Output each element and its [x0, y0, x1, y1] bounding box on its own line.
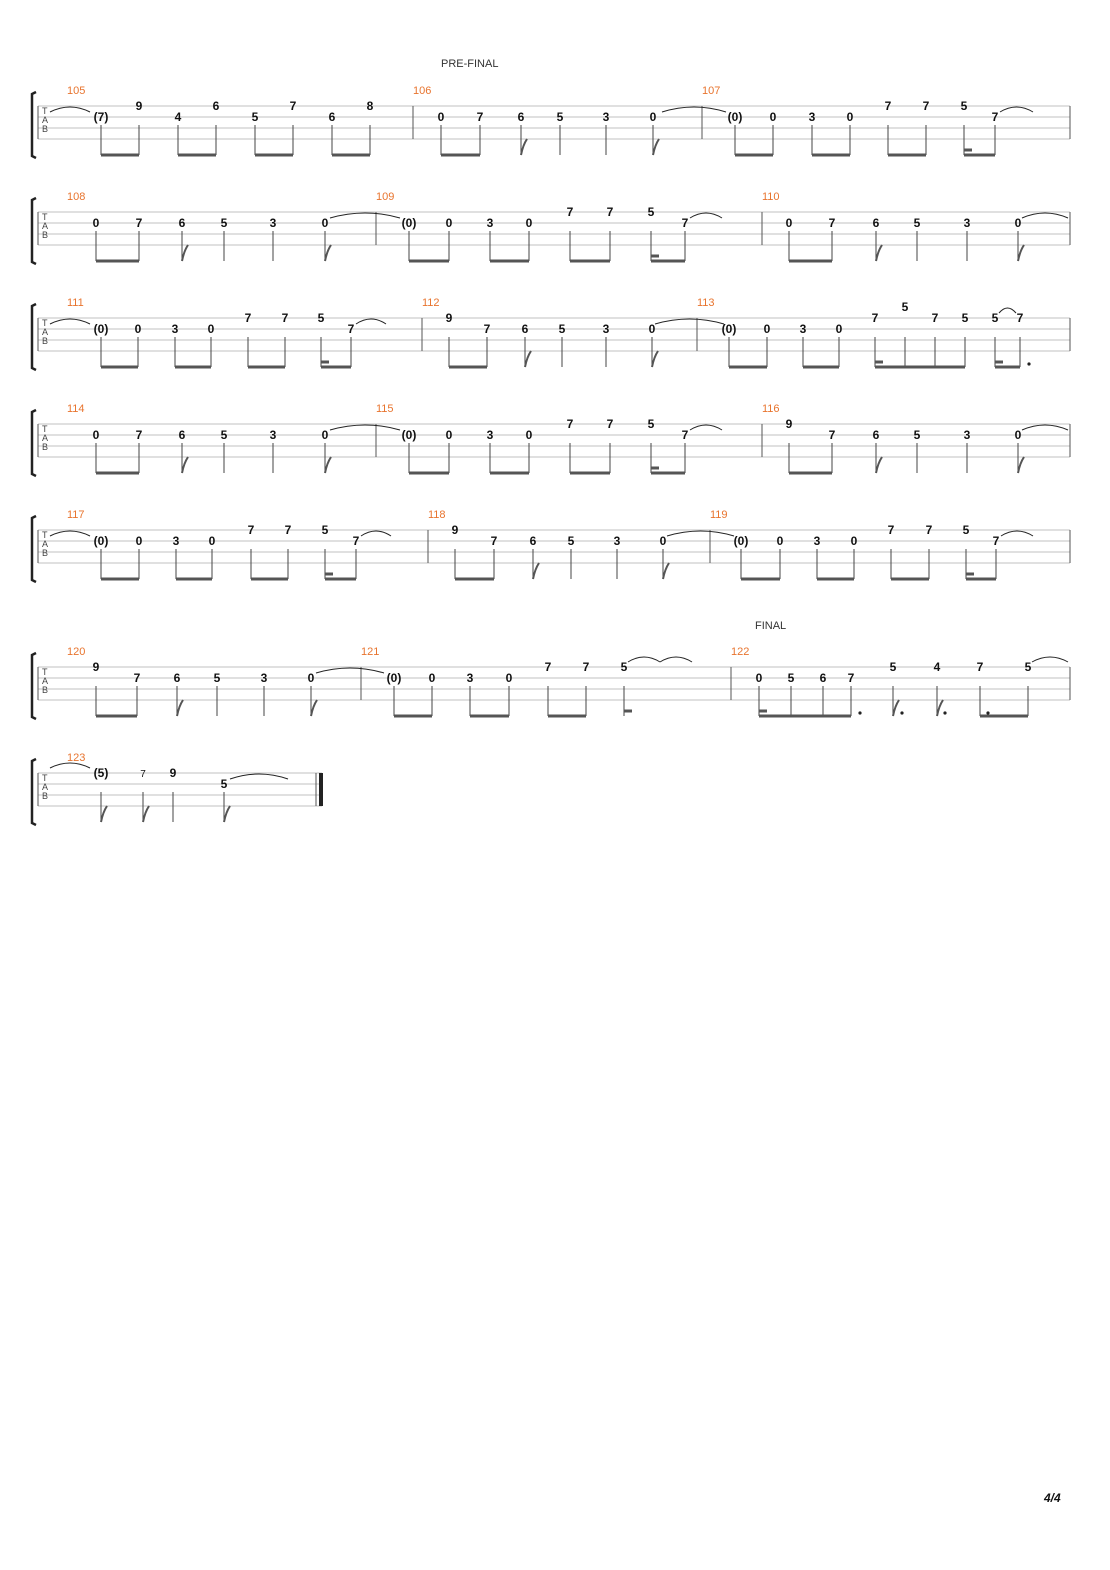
tie-arc — [356, 319, 386, 324]
fret-number: 0 — [505, 671, 513, 685]
fret-number: 3 — [602, 322, 610, 336]
fret-number: 5 — [620, 660, 628, 674]
fret-number: 5 — [251, 110, 259, 124]
fret-number: 9 — [92, 660, 100, 674]
tie-arc — [1022, 213, 1068, 218]
tie-arc — [50, 107, 90, 112]
fret-number: 0 — [321, 428, 329, 442]
fret-number: 0 — [850, 534, 858, 548]
fret-number: 3 — [172, 534, 180, 548]
rhythm-dot — [858, 711, 861, 714]
tab-clef-letter: A — [42, 676, 49, 686]
fret-number: 3 — [171, 322, 179, 336]
note-flag — [1018, 457, 1024, 473]
fret-number: 7 — [884, 99, 892, 113]
fret-number: 3 — [486, 428, 494, 442]
fret-number: 7 — [992, 534, 1000, 548]
fret-number: 7 — [887, 523, 895, 537]
tie-arc — [316, 668, 384, 673]
fret-number: 5 — [962, 523, 970, 537]
tab-clef-letter: B — [42, 548, 49, 558]
measure-number: 111 — [67, 297, 84, 309]
tie-arc — [667, 531, 734, 536]
fret-number: 6 — [819, 671, 827, 685]
fret-number: 0 — [307, 671, 315, 685]
fret-number: (0) — [401, 428, 417, 442]
fret-number: 7 — [135, 428, 143, 442]
tab-clef-letter: T — [42, 424, 48, 434]
fret-number: 5 — [960, 99, 968, 113]
page-number: 4/4 — [1044, 1491, 1061, 1505]
fret-number: 7 — [352, 534, 360, 548]
fret-number: 7 — [922, 99, 930, 113]
tab-clef-letter: T — [42, 530, 48, 540]
tab-clef-letter: T — [42, 773, 48, 783]
measure-number: 118 — [428, 509, 446, 521]
fret-number: 3 — [269, 428, 277, 442]
fret-number: 7 — [606, 205, 614, 219]
note-flag — [143, 806, 149, 822]
fret-number: 0 — [835, 322, 843, 336]
fret-number: 0 — [776, 534, 784, 548]
measure-number: 117 — [67, 509, 85, 521]
fret-number: 7 — [289, 99, 297, 113]
system-bracket — [32, 516, 36, 582]
fret-number: 7 — [847, 671, 855, 685]
fret-number: 7 — [544, 660, 552, 674]
fret-number: 6 — [872, 428, 880, 442]
fret-number: 4 — [174, 110, 182, 124]
fret-number: 5 — [220, 428, 228, 442]
tab-clef-letter: T — [42, 106, 48, 116]
fret-number: 7 — [244, 311, 252, 325]
tab-clef-letter: T — [42, 212, 48, 222]
fret-number: 3 — [813, 534, 821, 548]
fret-number: 0 — [135, 534, 143, 548]
note-flag — [876, 245, 882, 261]
fret-number: 0 — [659, 534, 667, 548]
fret-number: 9 — [135, 99, 143, 113]
tie-arc — [660, 657, 692, 662]
tie-arc — [50, 319, 90, 324]
note-flag — [533, 563, 539, 579]
fret-number: 7 — [681, 216, 689, 230]
tie-arc — [1022, 425, 1068, 430]
fret-number: 7 — [490, 534, 498, 548]
measure-number: 119 — [710, 509, 728, 521]
fret-number: 3 — [799, 322, 807, 336]
note-flag — [652, 351, 658, 367]
fret-number: 3 — [269, 216, 277, 230]
tab-clef-letter: B — [42, 442, 49, 452]
tie-arc — [690, 213, 722, 218]
note-flag — [663, 563, 669, 579]
fret-number: 0 — [208, 534, 216, 548]
fret-number: 0 — [525, 216, 533, 230]
measure-number: 120 — [67, 646, 86, 658]
fret-number: 0 — [428, 671, 436, 685]
fret-number: 5 — [213, 671, 221, 685]
fret-number: 5 — [220, 216, 228, 230]
fret-number: 5 — [647, 205, 655, 219]
tie-arc — [330, 425, 400, 430]
fret-number: 3 — [602, 110, 610, 124]
tab-clef-letter: A — [42, 327, 49, 337]
system-bracket — [32, 410, 36, 476]
system-bracket — [32, 198, 36, 264]
fret-number: 0 — [1014, 428, 1022, 442]
fret-number: 0 — [846, 110, 854, 124]
fret-number: 0 — [321, 216, 329, 230]
note-flag — [224, 806, 230, 822]
system-bracket — [32, 759, 36, 825]
note-flag — [521, 139, 527, 155]
fret-number: (0) — [93, 534, 109, 548]
fret-number: 6 — [328, 110, 336, 124]
fret-number: 0 — [445, 216, 453, 230]
note-flag — [182, 245, 188, 261]
fret-number: 7 — [483, 322, 491, 336]
fret-number: 7 — [135, 216, 143, 230]
fret-number: 3 — [613, 534, 621, 548]
fret-number: 0 — [769, 110, 777, 124]
note-flag — [876, 457, 882, 473]
note-flag — [653, 139, 659, 155]
fret-number: (0) — [93, 322, 109, 336]
tab-clef-letter: T — [42, 318, 48, 328]
fret-number: 5 — [913, 216, 921, 230]
fret-number: 5 — [647, 417, 655, 431]
note-flag — [101, 806, 107, 822]
fret-number: (5) — [93, 766, 109, 780]
rhythm-dot — [1027, 362, 1030, 365]
fret-number: (0) — [721, 322, 737, 336]
tie-arc — [1000, 107, 1033, 112]
rhythm-dot — [943, 711, 946, 714]
fret-number: 7 — [828, 216, 836, 230]
fret-number: 7 — [606, 417, 614, 431]
fret-number: 3 — [963, 428, 971, 442]
fret-number: 3 — [808, 110, 816, 124]
fret-number: 5 — [558, 322, 566, 336]
fret-number: 0 — [785, 216, 793, 230]
fret-number: 3 — [260, 671, 268, 685]
fret-number: 7 — [1016, 311, 1024, 325]
fret-number: 0 — [437, 110, 445, 124]
fret-number: 0 — [207, 322, 215, 336]
fret-number: (0) — [733, 534, 749, 548]
fret-number: 7 — [976, 660, 984, 674]
fret-number: 7 — [140, 769, 146, 780]
measure-number: 121 — [361, 646, 380, 658]
fret-number: 5 — [1024, 660, 1032, 674]
fret-number: 6 — [178, 428, 186, 442]
tie-arc — [361, 531, 391, 536]
measure-number: 107 — [702, 85, 721, 97]
fret-number: 7 — [347, 322, 355, 336]
fret-number: 7 — [871, 311, 879, 325]
fret-number: 5 — [567, 534, 575, 548]
section-label-final: FINAL — [755, 620, 787, 632]
rhythm-dot — [900, 711, 903, 714]
fret-number: 5 — [901, 300, 909, 314]
fret-number: 7 — [133, 671, 141, 685]
fret-number: 0 — [92, 428, 100, 442]
note-flag — [893, 700, 899, 716]
fret-number: 5 — [556, 110, 564, 124]
tie-arc — [690, 425, 722, 430]
fret-number: 7 — [476, 110, 484, 124]
fret-number: 6 — [212, 99, 220, 113]
tie-arc — [655, 319, 724, 324]
fret-number: 6 — [521, 322, 529, 336]
fret-number: 5 — [913, 428, 921, 442]
tab-clef-letter: A — [42, 539, 49, 549]
fret-number: 6 — [529, 534, 537, 548]
fret-number: 7 — [566, 205, 574, 219]
fret-number: 7 — [931, 311, 939, 325]
measure-number: 113 — [697, 297, 715, 309]
measure-number: 115 — [376, 403, 394, 415]
fret-number: 7 — [828, 428, 836, 442]
note-flag — [182, 457, 188, 473]
fret-number: 5 — [889, 660, 897, 674]
measure-number: 123 — [67, 752, 86, 764]
fret-number: 7 — [566, 417, 574, 431]
fret-number: 8 — [366, 99, 374, 113]
fret-number: 0 — [445, 428, 453, 442]
measure-number: 122 — [731, 646, 750, 658]
fret-number: 5 — [220, 777, 228, 791]
fret-number: 9 — [451, 523, 459, 537]
fret-number: 7 — [582, 660, 590, 674]
fret-number: 0 — [763, 322, 771, 336]
fret-number: (0) — [386, 671, 402, 685]
fret-number: 7 — [681, 428, 689, 442]
fret-number: 0 — [1014, 216, 1022, 230]
measure-number: 112 — [422, 297, 440, 309]
system-bracket — [32, 92, 36, 158]
note-flag — [177, 700, 183, 716]
fret-number: 5 — [321, 523, 329, 537]
tie-arc — [1032, 657, 1068, 662]
tie-arc — [1001, 531, 1033, 536]
tab-clef-letter: B — [42, 230, 49, 240]
note-flag — [325, 245, 331, 261]
section-label-pre-final: PRE-FINAL — [441, 58, 499, 70]
system-bracket — [32, 653, 36, 719]
fret-number: (7) — [93, 110, 109, 124]
note-flag — [937, 700, 943, 716]
measure-number: 114 — [67, 403, 85, 415]
final-barline-thick — [319, 773, 323, 806]
fret-numbers — [93, 99, 1032, 822]
fret-number: 5 — [961, 311, 969, 325]
tab-clef-letter: B — [42, 791, 49, 801]
system-bracket — [32, 304, 36, 370]
tie-arc — [628, 657, 660, 662]
fret-number: 6 — [517, 110, 525, 124]
fret-number: 5 — [317, 311, 325, 325]
fret-number: 7 — [247, 523, 255, 537]
fret-number: 0 — [755, 671, 763, 685]
fret-number: 5 — [787, 671, 795, 685]
note-flag — [1018, 245, 1024, 261]
fret-number: 4 — [933, 660, 941, 674]
measure-number: 110 — [762, 191, 780, 203]
fret-number: 5 — [991, 311, 999, 325]
tie-arc — [999, 308, 1016, 313]
tab-clef-letter: B — [42, 124, 49, 134]
measure-number: 105 — [67, 85, 86, 97]
note-flag — [311, 700, 317, 716]
fret-number: 7 — [281, 311, 289, 325]
tie-arc — [330, 213, 400, 218]
tie-arc — [50, 531, 90, 536]
tab-clef-letter: A — [42, 433, 49, 443]
tab-clef-letter: B — [42, 685, 49, 695]
note-flag — [325, 457, 331, 473]
note-flag — [525, 351, 531, 367]
fret-number: 0 — [134, 322, 142, 336]
fret-number: 3 — [466, 671, 474, 685]
tab-clef-letter: A — [42, 115, 49, 125]
fret-number: (0) — [401, 216, 417, 230]
fret-number: 9 — [169, 766, 177, 780]
measure-number: 106 — [413, 85, 432, 97]
fret-number: 3 — [963, 216, 971, 230]
fret-number: 9 — [785, 417, 793, 431]
tie-arc — [662, 107, 726, 112]
tab-clef-letter: T — [42, 667, 48, 677]
tab-clef-letter: B — [42, 336, 49, 346]
tab-clef-letter: A — [42, 221, 49, 231]
measure-number: 116 — [762, 403, 780, 415]
fret-number: 6 — [872, 216, 880, 230]
fret-number: 7 — [991, 110, 999, 124]
fret-number: 0 — [649, 110, 657, 124]
fret-number: 0 — [525, 428, 533, 442]
fret-number: 6 — [173, 671, 181, 685]
fret-number: 0 — [92, 216, 100, 230]
fret-number: 6 — [178, 216, 186, 230]
fret-number: (0) — [727, 110, 743, 124]
fret-number: 7 — [284, 523, 292, 537]
fret-number: 7 — [925, 523, 933, 537]
measure-number: 108 — [67, 191, 86, 203]
rhythm-dot — [986, 711, 989, 714]
tab-clef-letter: A — [42, 782, 49, 792]
tie-arc — [230, 774, 288, 779]
measure-number: 109 — [376, 191, 395, 203]
fret-number: 3 — [486, 216, 494, 230]
fret-number: 9 — [445, 311, 453, 325]
fret-number: 0 — [648, 322, 656, 336]
